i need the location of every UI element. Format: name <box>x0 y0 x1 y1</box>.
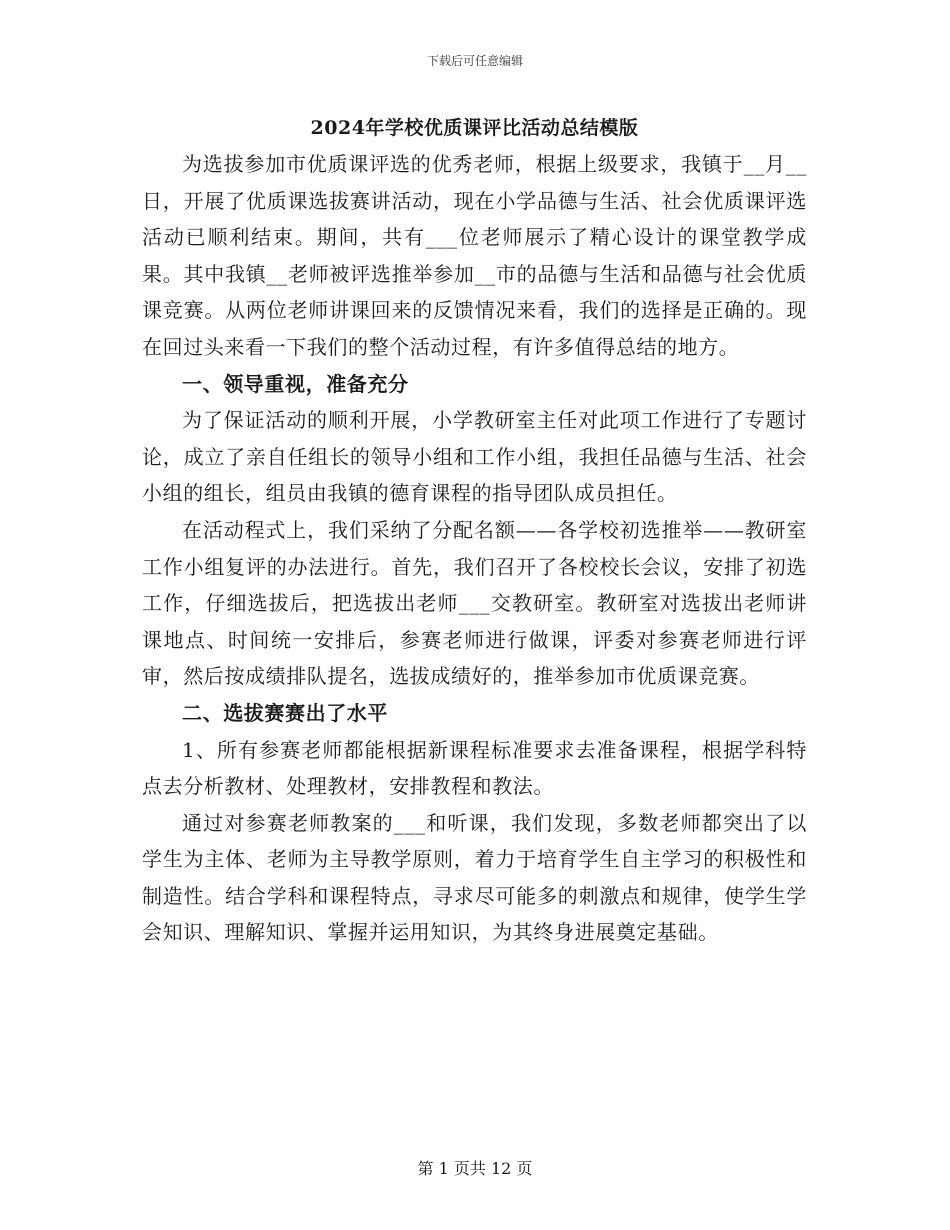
page-footer: 第 1 页共 12 页 <box>417 1159 533 1178</box>
paragraph-section1-a: 为了保证活动的顺利开展，小学教研室主任对此项工作进行了专题讨论，成立了亲自任组长的领导小组和工作小组，我担任品德与生活、社会小组的组长，组员由我镇的德育课程的指导团队成员担任。 <box>142 408 807 506</box>
document-title: 2024年学校优质课评比活动总结模版 <box>310 117 639 139</box>
paragraph-section2-b: 通过对参赛老师教案的___和听课，我们发现，多数老师都突出了以学生为主体、老师为主导教学原则，着力于培育学生自主学习的积极性和制造性。结合学科和课程特点，寻求尽可能多的刺激点和规律，使学生学会知识、理解知识、掌握并运用知识，为其终身进展奠定基础。 <box>142 810 807 945</box>
paragraph-section1-b: 在活动程式上，我们采纳了分配名额——各学校初选推举——教研室工作小组复评的办法进行。首先，我们召开了各校校长会议，安排了初选工作，仔细选拔后，把选拔出老师___交教研室。教研室对选拔出老师讲课地点、时间统一安排后，参赛老师进行做课，评委对参赛老师进行评审，然后按成绩排队提名，选拔成绩好的，推举参加市优质课竞赛。 <box>142 517 807 689</box>
paragraph-intro: 为选拔参加市优质课评选的优秀老师，根据上级要求，我镇于__月__日，开展了优质课选拔赛讲活动，现在小学品德与生活、社会优质课评选活动已顺利结束。期间，共有___位老师展示了精心设计的课堂教学成果。其中我镇__老师被评选推举参加__市的品德与生活和品德与社会优质课竞赛。从两位老师讲课回来的反馈情况来看，我们的选择是正确的。现在回过头来看一下我们的整个活动过程，有许多值得总结的地方。 <box>142 152 807 359</box>
page-header: 下载后可任意编辑 <box>426 54 523 68</box>
section-heading-2: 二、选拔赛赛出了水平 <box>182 700 388 725</box>
section-heading-1: 一、领导重视，准备充分 <box>182 371 409 396</box>
document-body <box>142 112 807 951</box>
paragraph-section2-a: 1、所有参赛老师都能根据新课程标准要求去准备课程，根据学科特点去分析教材、处理教材，安排教程和教法。 <box>142 737 807 799</box>
